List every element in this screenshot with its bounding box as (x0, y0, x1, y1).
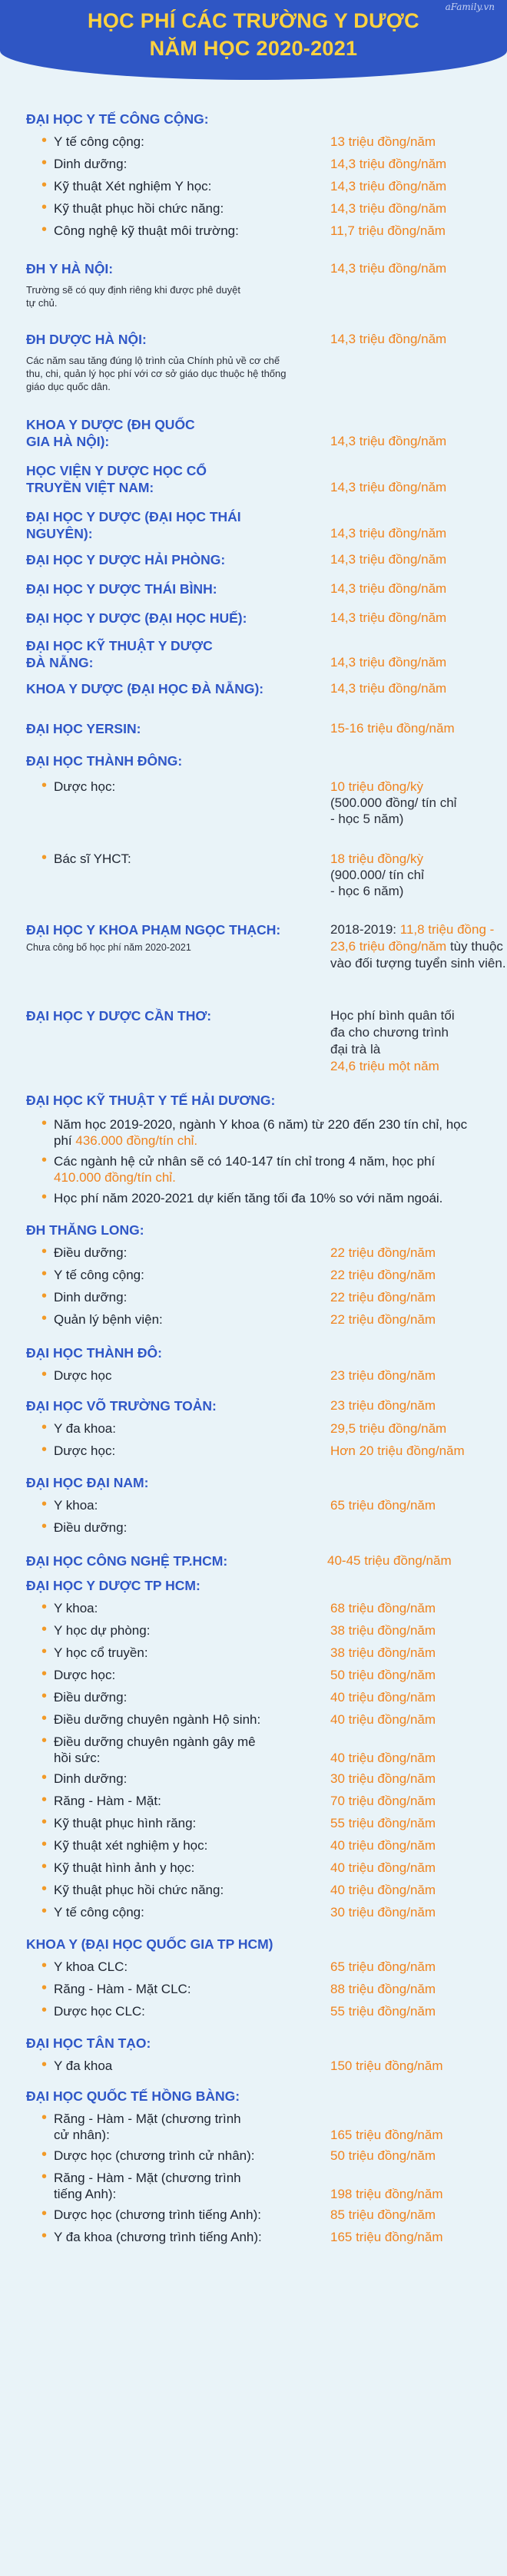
list-item (26, 1667, 492, 1685)
list-item (26, 1519, 492, 1537)
list-item (26, 223, 492, 240)
list-item (26, 156, 492, 174)
bullet-icon: • (41, 1115, 48, 1132)
fee-value: 198 triệu đồng/năm (330, 2187, 443, 2201)
bullet-icon: • (41, 2205, 48, 2222)
list-item (26, 1190, 492, 1208)
fee-value: 165 triệu đồng/năm (330, 2128, 443, 2142)
major-label: Dinh dưỡng: (54, 1771, 128, 1786)
section-dh-thang-long (26, 1222, 492, 1329)
major-label: Y tế công cộng: (54, 1905, 144, 1920)
list-item (26, 2207, 492, 2224)
bullet-icon: • (41, 2056, 48, 2073)
section-dh-cong-nghe-tphcm (26, 1553, 492, 1571)
major-label: Răng - Hàm - Mặt (chương trình tiếng Anh): (54, 2171, 241, 2201)
fee-line: 18 triệu đồng/kỳ (330, 852, 423, 866)
school-name: KHOA Y DƯỢC (ĐẠI HỌC ĐÀ NẴNG): (26, 681, 264, 696)
fee-value: 68 triệu đồng/năm (330, 1601, 436, 1615)
fee-paragraph (330, 921, 507, 972)
page-title-line2: NĂM HỌC 2020-2021 (149, 37, 358, 60)
note-text: Chưa công bố học phí năm 2020-2021 (26, 942, 191, 953)
list-item (26, 1600, 492, 1618)
bullet-icon: • (41, 1957, 48, 1974)
fee-value: 14,3 triệu đồng/năm (330, 332, 447, 346)
school-name: ĐẠI HỌC CÔNG NGHỆ TP.HCM: (26, 1553, 228, 1569)
fee-value: 22 triệu đồng/năm (330, 1290, 436, 1305)
school-name: ĐẠI HỌC THÀNH ĐÔ: (26, 1345, 162, 1361)
list-item (26, 134, 492, 151)
bullet-icon: • (41, 1688, 48, 1705)
list-item (26, 2058, 492, 2075)
bullet-icon: • (41, 1769, 48, 1786)
bullet-icon: • (41, 777, 48, 794)
major-label: Dược học (54, 1368, 112, 1383)
bullet-icon: • (41, 221, 48, 238)
fee-value (330, 851, 507, 899)
fee-value: 14,3 triệu đồng/năm (330, 179, 447, 193)
paragraph-text (54, 1116, 484, 1149)
bullet-icon: • (41, 1265, 48, 1282)
bullet-icon: • (41, 199, 48, 216)
fee-value: 38 triệu đồng/năm (330, 1623, 436, 1638)
bullet-icon: • (41, 1979, 48, 1996)
section-khoa-y-duoc-dh-da-nang (26, 680, 492, 699)
major-label: Điều dưỡng: (54, 1245, 128, 1260)
section-dh-yersin (26, 720, 492, 739)
fee-value: 11,7 triệu đồng/năm (330, 223, 446, 238)
bullet-icon: • (41, 2002, 48, 2019)
bullet-icon: • (41, 2109, 48, 2126)
bullet-icon: • (41, 1310, 48, 1327)
section-dh-y-duoc-tphcm (26, 1577, 492, 1922)
fee-value: 150 triệu đồng/năm (330, 2058, 443, 2073)
fee-value: 40-45 triệu đồng/năm (327, 1553, 452, 1568)
text-part: Năm học 2019-2020, ngành Y khoa (6 năm) từ 220 đến 230 tín chỉ, học phí (54, 1117, 468, 1148)
bullet-icon: • (41, 2168, 48, 2185)
fee-value: 50 triệu đồng/năm (330, 1668, 436, 1682)
fee-value: 436.000 đồng/tín chỉ. (75, 1133, 198, 1148)
section-hv-y-duoc-co-truyen (26, 462, 492, 496)
list-item (26, 1443, 492, 1460)
major-label: Quản lý bệnh viện: (54, 1312, 163, 1327)
list-item (26, 2111, 492, 2143)
school-name: ĐH Y HÀ NỘI: (26, 261, 114, 276)
major-label: Kỹ thuật xét nghiệm y học: (54, 1838, 208, 1853)
fee-detail: Học phí bình quân tối đa cho chương trình đại trà là (330, 1008, 455, 1057)
fee-value: 14,3 triệu đồng/năm (330, 434, 447, 448)
section-dh-thanh-do (26, 1344, 492, 1385)
major-label: Y học dự phòng: (54, 1623, 151, 1638)
bullet-icon: • (41, 1836, 48, 1853)
section-dh-y-khoa-pham-ngoc-thach (26, 921, 506, 990)
note-text: Trường sẽ có quy định riêng khi được phê duyệt tự chủ. (26, 284, 240, 309)
fee-value: 14,3 triệu đồng/năm (330, 201, 447, 216)
major-label: Y đa khoa (54, 2058, 113, 2073)
fee-value: 40 triệu đồng/năm (330, 1690, 436, 1705)
fee-detail: tùy thuộc vào đối tượng tuyển sinh viên. (330, 939, 506, 971)
fee-value: 65 triệu đồng/năm (330, 1498, 436, 1513)
note-text: Các năm sau tăng đúng lộ trình của Chính phủ về cơ chế thu, chi, quản lý học phí với cơ sở giáo dục thuộc hệ thống giáo dục quốc dân. (26, 355, 287, 392)
major-label: Kỹ thuật phục hình răng: (54, 1816, 197, 1830)
paragraph-text (54, 1153, 484, 1185)
list-item (26, 1267, 492, 1285)
fee-value: 22 triệu đồng/năm (330, 1245, 436, 1260)
text-part: Các ngành hệ cử nhân sẽ có 140-147 tín chỉ trong 4 năm, học phí (54, 1154, 436, 1169)
fee-detail: (900.000/ tín chỉ (330, 868, 424, 882)
list-item (26, 1689, 492, 1707)
fee-paragraph (330, 1007, 469, 1075)
bullet-icon: • (41, 154, 48, 171)
list-item (26, 2003, 492, 2021)
school-name: ĐẠI HỌC Y KHOA PHẠM NGỌC THẠCH: (26, 922, 281, 937)
major-label: Răng - Hàm - Mặt: (54, 1794, 161, 1808)
list-item (26, 1793, 492, 1810)
fee-value: 38 triệu đồng/năm (330, 1645, 436, 1660)
major-label: Răng - Hàm - Mặt (chương trình cử nhân): (54, 2111, 241, 2142)
section-dh-duoc-ha-noi (26, 331, 492, 393)
tuition-list (0, 80, 507, 2247)
list-item (26, 1497, 492, 1515)
bullet-icon: • (41, 1441, 48, 1458)
fee-value: 30 triệu đồng/năm (330, 1771, 436, 1786)
major-label: Điều dưỡng chuyên ngành gây mê hồi sức: (54, 1734, 256, 1765)
major-label: Điều dưỡng: (54, 1520, 128, 1535)
list-item (26, 1622, 492, 1640)
bullet-icon: • (41, 1710, 48, 1727)
section-dh-vo-truong-toan (26, 1397, 492, 1460)
bullet-icon: • (41, 1621, 48, 1638)
page-title-line1: HỌC PHÍ CÁC TRƯỜNG Y DƯỢC (88, 9, 419, 32)
list-item (26, 1734, 492, 1766)
list-item (26, 1645, 492, 1662)
section-dh-y-duoc-hue (26, 610, 492, 628)
major-label: Điều dưỡng chuyên ngành Hộ sinh: (54, 1712, 261, 1727)
section-dh-ky-thuat-y-duoc-da-nang (26, 637, 492, 671)
fee-year: 2018-2019: (330, 922, 400, 937)
major-label: Bác sĩ YHCT: (54, 852, 131, 866)
school-name: ĐẠI HỌC TÂN TẠO: (26, 2035, 151, 2051)
school-name: ĐH DƯỢC HÀ NỘI: (26, 332, 147, 347)
list-item (26, 1815, 492, 1833)
school-name: KHOA Y (ĐẠI HỌC QUỐC GIA TP HCM) (26, 1936, 273, 1952)
section-dh-y-ha-noi (26, 260, 492, 309)
fee-value: 14,3 triệu đồng/năm (330, 681, 447, 696)
school-name: ĐẠI HỌC Y DƯỢC CẦN THƠ: (26, 1008, 212, 1023)
school-name: ĐẠI HỌC Y DƯỢC THÁI BÌNH: (26, 581, 217, 597)
major-label: Răng - Hàm - Mặt CLC: (54, 1982, 191, 1996)
major-label: Kỹ thuật hình ảnh y học: (54, 1860, 195, 1875)
section-dh-y-duoc-hai-phong (26, 551, 492, 570)
bullet-icon: • (41, 1732, 48, 1749)
bullet-icon: • (41, 1152, 48, 1169)
list-item (26, 1981, 492, 1999)
school-name: ĐẠI HỌC ĐẠI NAM: (26, 1475, 149, 1490)
major-label: Dược học: (54, 1668, 116, 1682)
major-label: Kỹ thuật Xét nghiệm Y học: (54, 179, 212, 193)
major-label: Dược học CLC: (54, 2004, 145, 2019)
list-item (26, 2229, 492, 2247)
fee-value: 14,3 triệu đồng/năm (330, 261, 447, 276)
school-name: ĐH THĂNG LONG: (26, 1222, 144, 1238)
bullet-icon: • (41, 1189, 48, 1205)
bullet-icon: • (41, 1496, 48, 1513)
school-name: ĐẠI HỌC Y DƯỢC (ĐẠI HỌC HUẾ): (26, 610, 247, 626)
fee-value: 50 triệu đồng/năm (330, 2148, 436, 2163)
bullet-icon: • (41, 1518, 48, 1535)
major-label: Y tế công cộng: (54, 134, 144, 149)
bullet-icon: • (41, 1643, 48, 1660)
fee-range: 11,8 triệu đồng - 23,6 triệu đồng/năm (330, 922, 495, 954)
list-item (26, 1245, 492, 1262)
bullet-icon: • (41, 1814, 48, 1830)
school-name: HỌC VIỆN Y DƯỢC HỌC CỔ TRUYỀN VIỆT NAM: (26, 463, 207, 495)
brand-watermark: aFamily.vn (445, 2, 495, 12)
major-label: Y khoa: (54, 1498, 98, 1513)
list-item (26, 178, 492, 196)
fee-value: 15-16 triệu đồng/năm (330, 721, 455, 736)
fee-value: 14,3 triệu đồng/năm (330, 610, 447, 625)
major-label: Kỹ thuật phục hồi chức năng: (54, 201, 224, 216)
section-dh-dai-nam (26, 1474, 492, 1537)
fee-value: Hơn 20 triệu đồng/năm (330, 1443, 465, 1458)
list-item (26, 1420, 492, 1438)
list-item (26, 1882, 492, 1900)
list-item (26, 2148, 492, 2165)
bullet-icon: • (41, 1858, 48, 1875)
fee-value: 30 triệu đồng/năm (330, 1905, 436, 1920)
fee-value: 29,5 triệu đồng/năm (330, 1421, 447, 1436)
bullet-icon: • (41, 1419, 48, 1436)
major-label: Y đa khoa (chương trình tiếng Anh): (54, 2230, 262, 2244)
major-label: Dược học: (54, 1443, 116, 1458)
fee-value: 165 triệu đồng/năm (330, 2230, 443, 2244)
fee-value: 40 triệu đồng/năm (330, 1838, 436, 1853)
fee-detail: (500.000 đồng/ tín chỉ (330, 795, 457, 810)
school-name: ĐẠI HỌC Y DƯỢC TP HCM: (26, 1578, 200, 1593)
fee-value: 65 triệu đồng/năm (330, 1959, 436, 1974)
section-dh-y-duoc-thai-nguyen (26, 508, 492, 542)
major-label: Y khoa: (54, 1601, 98, 1615)
section-dh-y-duoc-can-tho (26, 1007, 492, 1078)
fee-value: 410.000 đồng/tín chỉ. (54, 1170, 176, 1185)
section-dh-thanh-dong (26, 752, 492, 901)
list-item (26, 1116, 492, 1149)
fee-value: 40 triệu đồng/năm (330, 1712, 436, 1727)
fee-value: 23 triệu đồng/năm (330, 1398, 436, 1413)
list-item (26, 1367, 492, 1385)
fee-value: 70 triệu đồng/năm (330, 1794, 436, 1808)
fee-value: 14,3 triệu đồng/năm (330, 655, 447, 670)
bullet-icon: • (41, 177, 48, 193)
list-item (26, 1959, 492, 1976)
list-item (26, 1771, 492, 1788)
list-item (26, 1289, 492, 1307)
major-label: Y khoa CLC: (54, 1959, 128, 1974)
fee-value: 22 triệu đồng/năm (330, 1268, 436, 1282)
school-name: ĐẠI HỌC QUỐC TẾ HỒNG BÀNG: (26, 2088, 240, 2104)
school-name: ĐẠI HỌC Y DƯỢC HẢI PHÒNG: (26, 552, 226, 567)
header-banner (0, 0, 507, 80)
section-khoa-y-dhqg-tphcm (26, 1936, 492, 2021)
section-dh-y-duoc-thai-binh (26, 580, 492, 599)
fee-value: 55 triệu đồng/năm (330, 2004, 436, 2019)
fee-value: 13 triệu đồng/năm (330, 134, 436, 149)
fee-value: 40 triệu đồng/năm (330, 1860, 436, 1875)
school-name: ĐẠI HỌC KỸ THUẬT Y DƯỢC ĐÀ NẴNG: (26, 638, 213, 670)
list-item (26, 1837, 492, 1855)
major-label: Y học cổ truyền: (54, 1645, 148, 1660)
section-dh-tan-tao (26, 2035, 492, 2075)
list-item (26, 779, 492, 846)
list-item (26, 1153, 492, 1185)
list-item (26, 851, 492, 901)
school-name: ĐẠI HỌC YERSIN: (26, 721, 141, 736)
fee-value: 22 triệu đồng/năm (330, 1312, 436, 1327)
fee-value: 14,3 triệu đồng/năm (330, 552, 447, 567)
bullet-icon: • (41, 849, 48, 866)
bullet-icon: • (41, 1366, 48, 1383)
major-label: Dinh dưỡng: (54, 1290, 128, 1305)
bullet-icon: • (41, 1903, 48, 1920)
list-item (26, 1904, 492, 1922)
list-item (26, 1711, 492, 1729)
bullet-icon: • (41, 132, 48, 149)
fee-value: 40 triệu đồng/năm (330, 1751, 436, 1765)
fee-value: 14,3 triệu đồng/năm (330, 526, 447, 541)
fee-value: 14,3 triệu đồng/năm (330, 581, 447, 596)
fee-line: 10 triệu đồng/kỳ (330, 779, 423, 794)
fee-detail: - học 5 năm) (330, 812, 404, 826)
bullet-icon: • (41, 1288, 48, 1305)
major-label: Y tế công cộng: (54, 1268, 144, 1282)
major-label: Y đa khoa: (54, 1421, 116, 1436)
bullet-icon: • (41, 2146, 48, 2163)
major-label: Dược học (chương trình tiếng Anh): (54, 2207, 261, 2222)
school-name: ĐẠI HỌC THÀNH ĐÔNG: (26, 753, 183, 769)
fee-value: 14,3 triệu đồng/năm (330, 480, 447, 494)
school-name: ĐẠI HỌC Y TẾ CÔNG CỘNG: (26, 111, 209, 127)
school-name: ĐẠI HỌC Y DƯỢC (ĐẠI HỌC THÁI NGUYÊN): (26, 509, 241, 541)
school-name: KHOA Y DƯỢC (ĐH QUỐC GIA HÀ NỘI): (26, 417, 195, 449)
major-label: Kỹ thuật phục hồi chức năng: (54, 1883, 224, 1897)
bullet-icon: • (41, 1791, 48, 1808)
fee-value: 40 triệu đồng/năm (330, 1883, 436, 1897)
paragraph-text: Học phí năm 2020-2021 dự kiến tăng tối đa 10% so với năm ngoái. (54, 1191, 443, 1205)
fee-value: 55 triệu đồng/năm (330, 1816, 436, 1830)
bullet-icon: • (41, 2227, 48, 2244)
fee-value: 24,6 triệu một năm (330, 1059, 439, 1073)
bullet-icon: • (41, 1880, 48, 1897)
major-label: Công nghệ kỹ thuật môi trường: (54, 223, 239, 238)
fee-value: 23 triệu đồng/năm (330, 1368, 436, 1383)
list-item (26, 1311, 492, 1329)
list-item (26, 1860, 492, 1877)
major-label: Dược học: (54, 779, 116, 794)
school-name: ĐẠI HỌC VÕ TRƯỜNG TOẢN: (26, 1398, 217, 1414)
major-label: Dược học (chương trình cử nhân): (54, 2148, 255, 2163)
fee-value: 14,3 triệu đồng/năm (330, 157, 447, 171)
list-item (26, 2170, 492, 2202)
section-khoa-y-duoc-dhqghn (26, 416, 492, 450)
fee-detail: - học 6 năm) (330, 884, 404, 898)
fee-value: 85 triệu đồng/năm (330, 2207, 436, 2222)
major-label: Điều dưỡng: (54, 1690, 128, 1705)
bullet-icon: • (41, 1599, 48, 1615)
list-item (26, 200, 492, 218)
section-dh-ky-thuat-y-te-hai-duong (26, 1092, 492, 1208)
school-name: ĐẠI HỌC KỸ THUẬT Y TẾ HẢI DƯƠNG: (26, 1093, 276, 1108)
major-label: Dinh dưỡng: (54, 157, 128, 171)
fee-value (330, 779, 507, 827)
fee-value: 88 triệu đồng/năm (330, 1982, 436, 1996)
section-y-te-cong-cong (26, 111, 492, 240)
bullet-icon: • (41, 1665, 48, 1682)
bullet-icon: • (41, 1243, 48, 1260)
section-dh-quoc-te-hong-bang (26, 2088, 492, 2247)
